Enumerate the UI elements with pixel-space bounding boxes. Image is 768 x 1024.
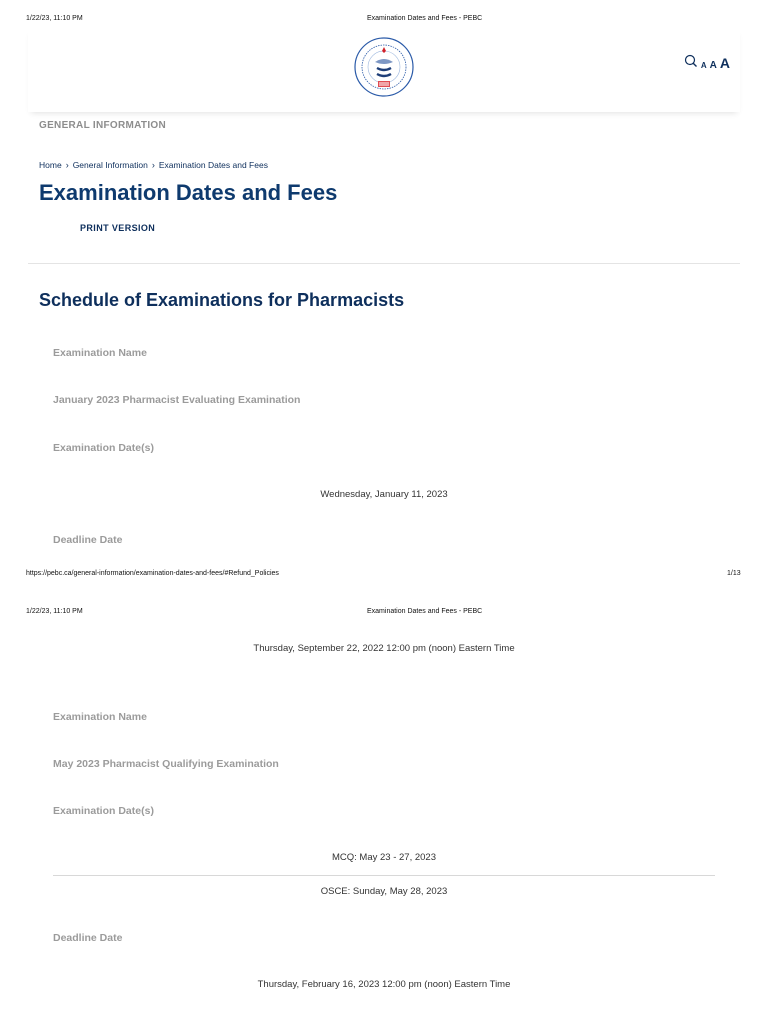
print-datetime: 1/22/23, 11:10 PM xyxy=(26,608,83,615)
exam-date-mcq: MCQ: May 23 - 27, 2023 xyxy=(331,852,437,863)
exam-name-value: May 2023 Pharmacist Qualifying Examination xyxy=(53,758,279,770)
breadcrumb-home-link[interactable]: Home xyxy=(39,160,62,170)
pebc-logo-icon[interactable] xyxy=(353,36,415,98)
section-label: GENERAL INFORMATION xyxy=(39,120,166,131)
chevron-right-icon: › xyxy=(65,160,69,170)
print-page-title: Examination Dates and Fees - PEBC xyxy=(367,608,483,615)
schedule-heading: Schedule of Examinations for Pharmacists xyxy=(39,290,405,310)
exam-date-osce: OSCE: Sunday, May 28, 2023 xyxy=(320,886,448,897)
divider xyxy=(28,263,740,264)
exam-name-label: Examination Name xyxy=(53,347,147,359)
print-version-button[interactable]: PRINT VERSION xyxy=(80,223,156,233)
print-page-number: 1/13 xyxy=(727,570,741,577)
exam-date-label: Examination Date(s) xyxy=(53,805,154,817)
search-icon[interactable] xyxy=(684,54,698,68)
deadline-label: Deadline Date xyxy=(53,534,123,546)
exam-date-label: Examination Date(s) xyxy=(53,442,154,454)
exam-name-label: Examination Name xyxy=(53,711,147,723)
accessibility-tools xyxy=(684,54,730,71)
row-divider xyxy=(53,875,715,876)
breadcrumb-general-link[interactable]: General Information xyxy=(72,160,148,170)
page-title: Examination Dates and Fees xyxy=(39,180,338,205)
print-page-title: Examination Dates and Fees - PEBC xyxy=(367,15,483,22)
deadline-value: Thursday, February 16, 2023 12:00 pm (noon) Eastern Time xyxy=(257,979,511,990)
breadcrumb-current[interactable]: Examination Dates and Fees xyxy=(158,160,268,170)
font-size-medium-button[interactable]: A xyxy=(709,60,717,71)
deadline-label: Deadline Date xyxy=(53,932,123,944)
exam-date-value: Wednesday, January 11, 2023 xyxy=(320,489,448,500)
site-header xyxy=(28,28,740,112)
font-size-large-button[interactable]: A xyxy=(719,55,730,71)
exam-name-value: January 2023 Pharmacist Evaluating Examination xyxy=(53,394,301,406)
breadcrumb xyxy=(39,160,268,170)
print-url: https://pebc.ca/general-information/examination-dates-and-fees/#Refund_Policies xyxy=(26,570,279,577)
chevron-right-icon: › xyxy=(151,160,155,170)
print-datetime: 1/22/23, 11:10 PM xyxy=(26,15,83,22)
deadline-value: Thursday, September 22, 2022 12:00 pm (noon) Eastern Time xyxy=(253,643,515,654)
font-size-small-button[interactable]: A xyxy=(700,61,707,70)
